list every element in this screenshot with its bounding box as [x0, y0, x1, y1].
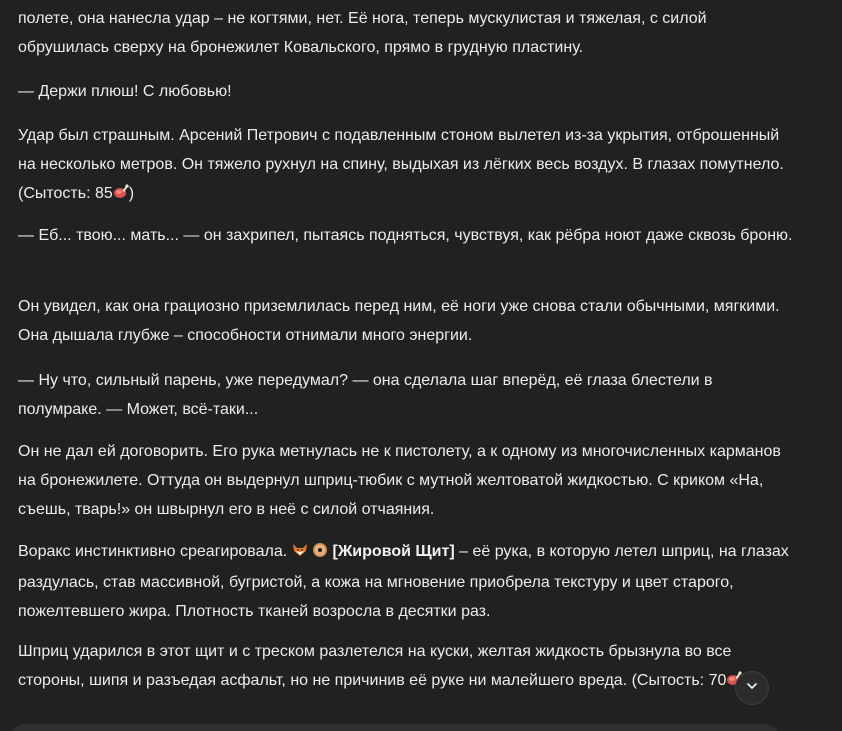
paragraph-text: Он не дал ей договорить. Его рука метнулась не к пистолету, а к одному из многочисленных карманов на бронежилете. Оттуда он выдернул шприц-тюбик с мутной желтоватой жидкостью. С криком «На, съешь, тварь!» он швырнул его в неё с силой отчаяния.: [18, 443, 781, 518]
message-composer[interactable]: [10, 724, 780, 731]
ability-name: [Жировой Щит]: [332, 543, 455, 560]
donut-icon: [312, 539, 328, 568]
paragraph-text: — Ну что, сильный парень, уже передумал? — она сделала шаг вперёд, её глаза блестели в полумраке. — Может, всё-таки...: [18, 372, 713, 418]
story-paragraph: [18, 292, 798, 350]
fox-icon: [292, 539, 308, 568]
meat-icon: [113, 181, 129, 210]
paragraph-text: Воракс инстинктивно среагировала.: [18, 543, 288, 560]
paragraph-text: — Еб... твою... мать... — он захрипел, пытаясь подняться, чувствуя, как рёбра ноют даже сквозь броню.: [18, 227, 793, 244]
story-paragraph: [18, 537, 798, 626]
story-paragraph: [18, 366, 798, 424]
chevron-down-icon: [745, 679, 759, 698]
story-paragraph: [18, 221, 798, 250]
paragraph-text: — Держи плюш! С любовью!: [18, 83, 232, 100]
paragraph-text: полете, она нанесла удар – не когтями, нет. Её нога, теперь мускулистая и тяжелая, с силой обрушилась сверху на бронежилет Ковальского, прямо в грудную пластину.: [18, 10, 707, 56]
story-paragraph: [18, 637, 798, 697]
scroll-to-bottom-button[interactable]: [735, 671, 769, 705]
story-paragraph: [18, 121, 798, 210]
paragraph-text: – её рука, в которую летел шприц, на глазах раздулась, став массивной, бугристой, а кожа на мгновение приобрела текстуру и цвет старого, пожелтевшего жира. Плотность тканей возросла в десятки раз.: [18, 543, 789, 620]
story-paragraph: [18, 4, 798, 62]
paragraph-text: Он увидел, как она грациозно приземлилась перед ним, её ноги уже снова стали обычными, мягкими. Она дышала глубже – способности отнимали много энергии.: [18, 298, 780, 344]
story-paragraph: [18, 437, 798, 524]
story-paragraph: [18, 77, 798, 106]
paragraph-text: Удар был страшным. Арсений Петрович с подавленным стоном вылетел из-за укрытия, отброшенный на несколько метров. Он тяжело рухнул на спину, выдыхая из лёгких весь воздух. В глазах помутнело. (Сытость: 85: [18, 127, 784, 202]
paragraph-text: Шприц ударился в этот щит и с треском разлетелся на куски, желтая жидкость брызнула во все стороны, шипя и разъедая асфальт, но не причинив её руке ни малейшего вреда. (Сытость: 70: [18, 643, 732, 689]
paragraph-text-end: ): [128, 185, 135, 202]
